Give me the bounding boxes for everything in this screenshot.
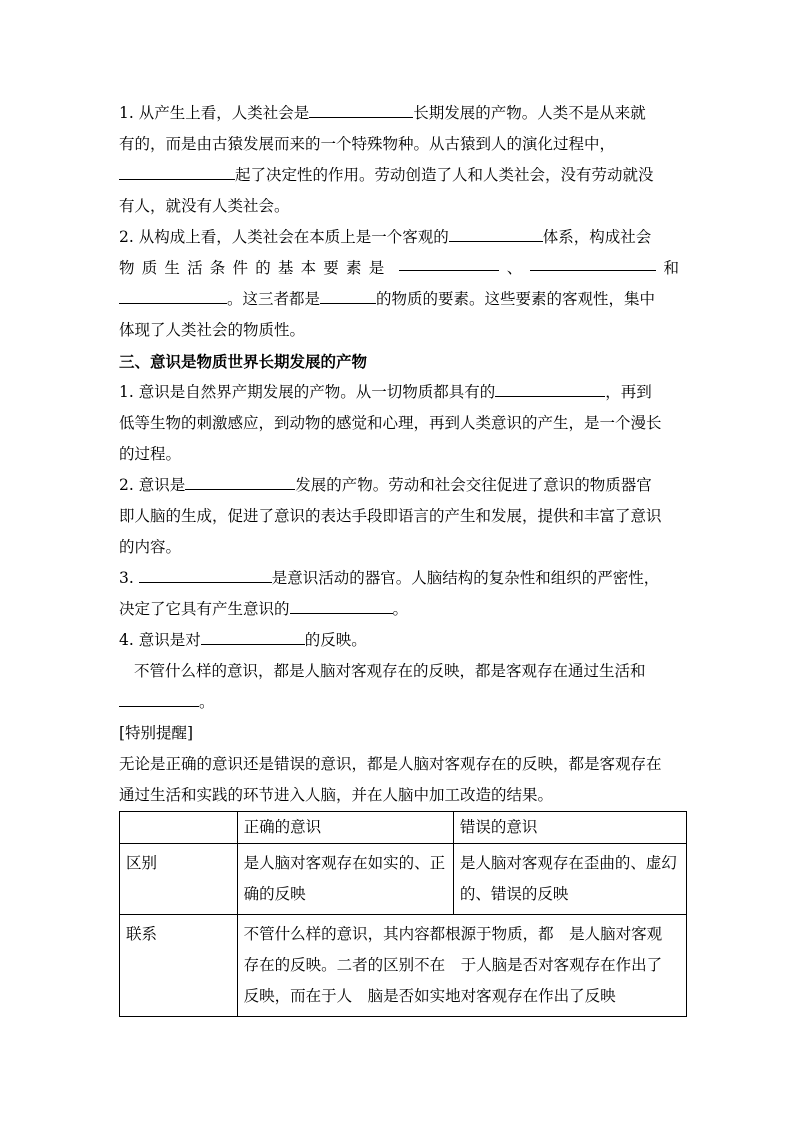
table-row (120, 915, 687, 1017)
table-cell: 联系 (120, 915, 238, 1017)
comparison-table (119, 811, 687, 1017)
p1-line-1: 1. 从产生上看，人类社会是 长期发展的产物。人类不是从来就 (119, 98, 679, 129)
answer-blank[interactable] (119, 162, 235, 180)
answer-blank[interactable] (309, 100, 413, 118)
q2-line-1: 2. 意识是 发展的产物。劳动和社会交往促进了意识的物质器官 (119, 470, 679, 501)
q3-line-1: 3. 是意识活动的器官。人脑结构的复杂性和组织的严密性， (119, 563, 679, 594)
q4-line-1: 4. 意识是对 的反映。 (119, 625, 679, 656)
table-cell: 不管什么样的意识，其内容都根源于物质，都 是人脑对客观 存在的反映。二者的区别不在 于人脑是否对客观存在作出了 反映，而在于人 脑是否如实地对客观存在作出了反映 (237, 915, 686, 1017)
q2-line-3: 的内容。 (119, 538, 182, 556)
section-heading: 三、意识是物质世界长期发展的产物 (119, 352, 368, 371)
answer-blank[interactable] (185, 472, 295, 490)
p2-line-3: 。这三者都是 的物质的要素。这些要素的客观性，集中 (119, 284, 679, 315)
p1-line-3: 起了决定性的作用。劳动创造了人和人类社会，没有劳动就没 (119, 160, 679, 191)
answer-blank[interactable] (201, 627, 305, 645)
answer-blank[interactable] (320, 286, 376, 304)
answer-blank[interactable] (530, 253, 656, 271)
answer-blank[interactable] (139, 565, 272, 583)
p1-line-4: 有人，就没有人类社会。 (119, 197, 290, 215)
tip-title: [特别提醒] (119, 724, 194, 742)
tip-line-1: 无论是正确的意识还是错误的意识，都是人脑对客观存在的反映，都是客观存在 (119, 755, 662, 773)
answer-blank[interactable] (119, 689, 199, 707)
note-line-1: 不管什么样的意识，都是人脑对客观存在的反映，都是客观存在通过生活和 (134, 662, 646, 680)
table-header-cell: 错误的意识 (453, 812, 686, 844)
answer-blank[interactable] (449, 224, 543, 242)
table-row (120, 844, 687, 915)
answer-blank[interactable] (119, 286, 227, 304)
q1-line-2: 低等生物的刺激感应，到动物的感觉和心理，再到人类意识的产生，是一个漫长 (119, 414, 662, 432)
q1-line-3: 的过程。 (119, 445, 182, 463)
p2-line-2: 物质生活条件的基本要素是 、 和 (119, 253, 679, 284)
answer-blank[interactable] (399, 253, 499, 271)
q3-line-2: 决定了它具有产生意识的 。 (119, 594, 679, 625)
tip-line-2: 通过生活和实践的环节进入人脑，并在人脑中加工改造的结果。 (119, 786, 554, 804)
p2-line-1: 2. 从构成上看，人类社会在本质上是一个客观的 体系，构成社会 (119, 222, 679, 253)
q1-line-1: 1. 意识是自然界产期发展的产物。从一切物质都具有的 ，再到 (119, 377, 679, 408)
note-line-2: 。 (119, 687, 679, 718)
table-header-row (120, 812, 687, 844)
p1-line-2: 有的，而是由古猿发展而来的一个特殊物种。从古猿到人的演化过程中， (119, 135, 616, 153)
table-cell: 是人脑对客观存在歪曲的、虚幻 的、错误的反映 (453, 844, 686, 915)
answer-blank[interactable] (495, 379, 605, 397)
answer-blank[interactable] (290, 596, 393, 614)
q2-line-2: 即人脑的生成，促进了意识的表达手段即语言的产生和发展，提供和丰富了意识 (119, 507, 662, 525)
table-header-cell (120, 812, 238, 844)
table-header-cell: 正确的意识 (237, 812, 453, 844)
document-body (119, 98, 679, 1017)
table-cell: 区别 (120, 844, 238, 915)
table-cell: 是人脑对客观存在如实的、正 确的反映 (237, 844, 453, 915)
p2-line-4: 体现了人类社会的物质性。 (119, 321, 306, 339)
